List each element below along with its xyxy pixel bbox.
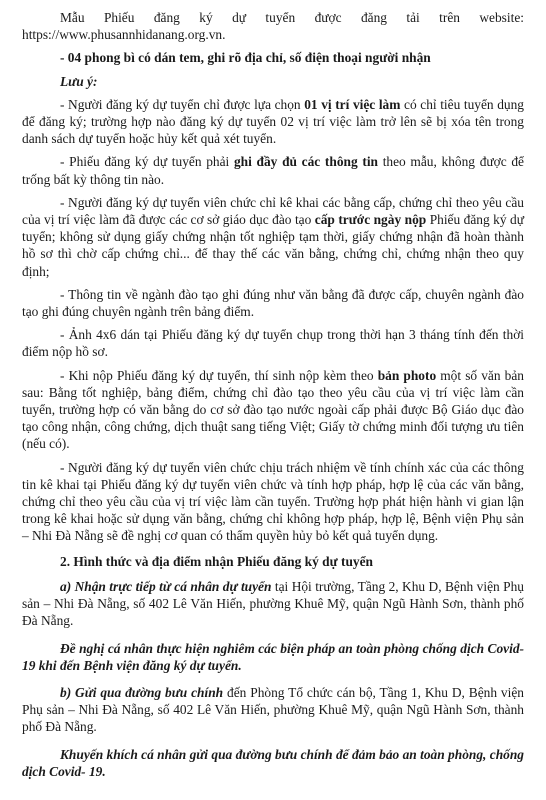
section-heading-text: 2. Hình thức và địa điểm nhận Phiếu đăng ký dự tuyển (60, 553, 373, 569)
text-run: tại Hội trường, Tầng 2, Khu D, Bệnh viện Phụ sản – Nhi Đà Nẵng, số 402 Lê Văn Hiến, phường Khuê Mỹ, quận Ngũ Hành Sơn, thành phố Đà Nẵng. (22, 578, 524, 629)
text-run: - Phiếu đăng ký dự tuyển phải (60, 154, 234, 170)
note-certificates (22, 194, 524, 280)
text-run: - Khi nộp Phiếu đăng ký dự tuyển, thí sinh nộp kèm theo (60, 367, 378, 383)
note-one-position (22, 96, 524, 148)
text-run: - Người đăng ký dự tuyển chỉ được lựa chọn (60, 96, 305, 112)
section-heading-2 (22, 553, 524, 570)
text-run: đến Phòng Tổ chức cán bộ, Tầng 1, Khu D, Bệnh viện Phụ sản – Nhi Đà Nẵng, số 402 Lê Văn Hiến, phường Khuê Mỹ, quận Ngũ Hành Sơn, thành phố Đà Nẵng. (22, 684, 524, 735)
note-full-info (22, 153, 524, 187)
form-download-note: Mẫu Phiếu đăng ký dự tuyển được đăng tải trên website: https://www.phusannhidanang.org.vn. (22, 10, 524, 43)
note-photocopies (22, 367, 524, 453)
text-run: có chỉ tiêu tuyển dụng để đăng ký; trường hợp nào đăng ký dự tuyển 02 vị trí việc làm trở lên sẽ bị xóa tên trong danh sách dự tuyển hoặc hủy kết quả xét tuyển. (22, 96, 524, 147)
note-photo: - Ảnh 4x6 dán tại Phiếu đăng ký dự tuyển chụp trong thời hạn 3 tháng tính đến thời điểm nộp hồ sơ. (22, 327, 524, 360)
text-run: theo mẫu, không được để trống bất kỳ thông tin nào. (22, 154, 525, 187)
note-training-info: - Thông tin về ngành đào tạo ghi đúng như văn bằng đã được cấp, chuyên ngành đào tạo ghi đúng chuyên ngành trên bảng điểm. (22, 286, 524, 320)
method-direct (22, 578, 524, 630)
note-label-text: Lưu ý: (60, 73, 98, 89)
note-responsibility: - Người đăng ký dự tuyển viên chức chịu trách nhiệm về tính chính xác của các thông tin kê khai tại Phiếu đăng ký dự tuyển viên chức và tính hợp pháp, hợp lệ của các văn bằng, chứng chỉ theo yêu cầu của vị trí việc làm cần tuyển. Trường hợp phát hiện hành vi gian lận trong kê khai hoặc sử dụng văn bằng, chứng chỉ không hợp pháp, hợp lệ, Bệnh viện Phụ sản – Nhi Đà Nẵng sẽ đề nghị cơ quan có thẩm quyền hủy bỏ kết quả tuyển dụng. (22, 459, 524, 544)
note-label (22, 73, 524, 90)
bold-run: ghi đầy đủ các thông tin (233, 154, 378, 170)
envelope-text: - 04 phong bì có dán tem, ghi rõ địa chỉ, số điện thoại người nhận (60, 50, 431, 66)
method-postal (22, 684, 524, 736)
direct-covid-note (22, 640, 524, 674)
text-run: Phiếu đăng ký dự tuyển; không sử dụng giấy chứng nhận tốt nghiệp tạm thời, giấy chứng nhận đã hoàn thành hồ sơ thì chờ cấp chứng chỉ... để thay thế các văn bằng, chứng chỉ, chứng nhận theo quy định; (22, 212, 524, 279)
text-run: - Người đăng ký dự tuyển viên chức chỉ kê khai các bằng cấp, chứng chỉ theo yêu cầu của vị trí việc làm đã được các cơ sở giáo dục đào tạo (22, 194, 524, 228)
emphasis-text: Đề nghị cá nhân thực hiện nghiêm các biện pháp an toàn phòng chống dịch Covid-19 khi đến Bệnh viện đăng ký dự tuyển. (22, 640, 524, 673)
emphasis-text: Khuyến khích cá nhân gửi qua đường bưu chính để đảm bảo an toàn phòng, chống dịch Covid- 19. (22, 746, 524, 779)
bold-run: 01 vị trí việc làm (304, 96, 401, 112)
envelope-requirement (22, 49, 524, 66)
bold-run: cấp trước ngày nộp (314, 212, 427, 228)
method-label: b) Gửi qua đường bưu chính (60, 684, 224, 700)
text-run: một số văn bản sau: Bằng tốt nghiệp, bảng điểm, chứng chỉ đào tạo theo yêu cầu của vị trí việc làm cần tuyển, trường hợp có văn bằng do cơ sở đào tạo nước ngoài cấp phải được Bộ Giáo dục đào tạo công nhận, công chứng, dịch thuật sang tiếng Việt; Giấy tờ chứng minh đối tượng ưu tiên (nếu có). (22, 367, 525, 452)
bold-run: bản photo (377, 367, 437, 383)
method-label: a) Nhận trực tiếp từ cá nhân dự tuyển (60, 578, 272, 594)
postal-encouragement-note (22, 746, 524, 780)
